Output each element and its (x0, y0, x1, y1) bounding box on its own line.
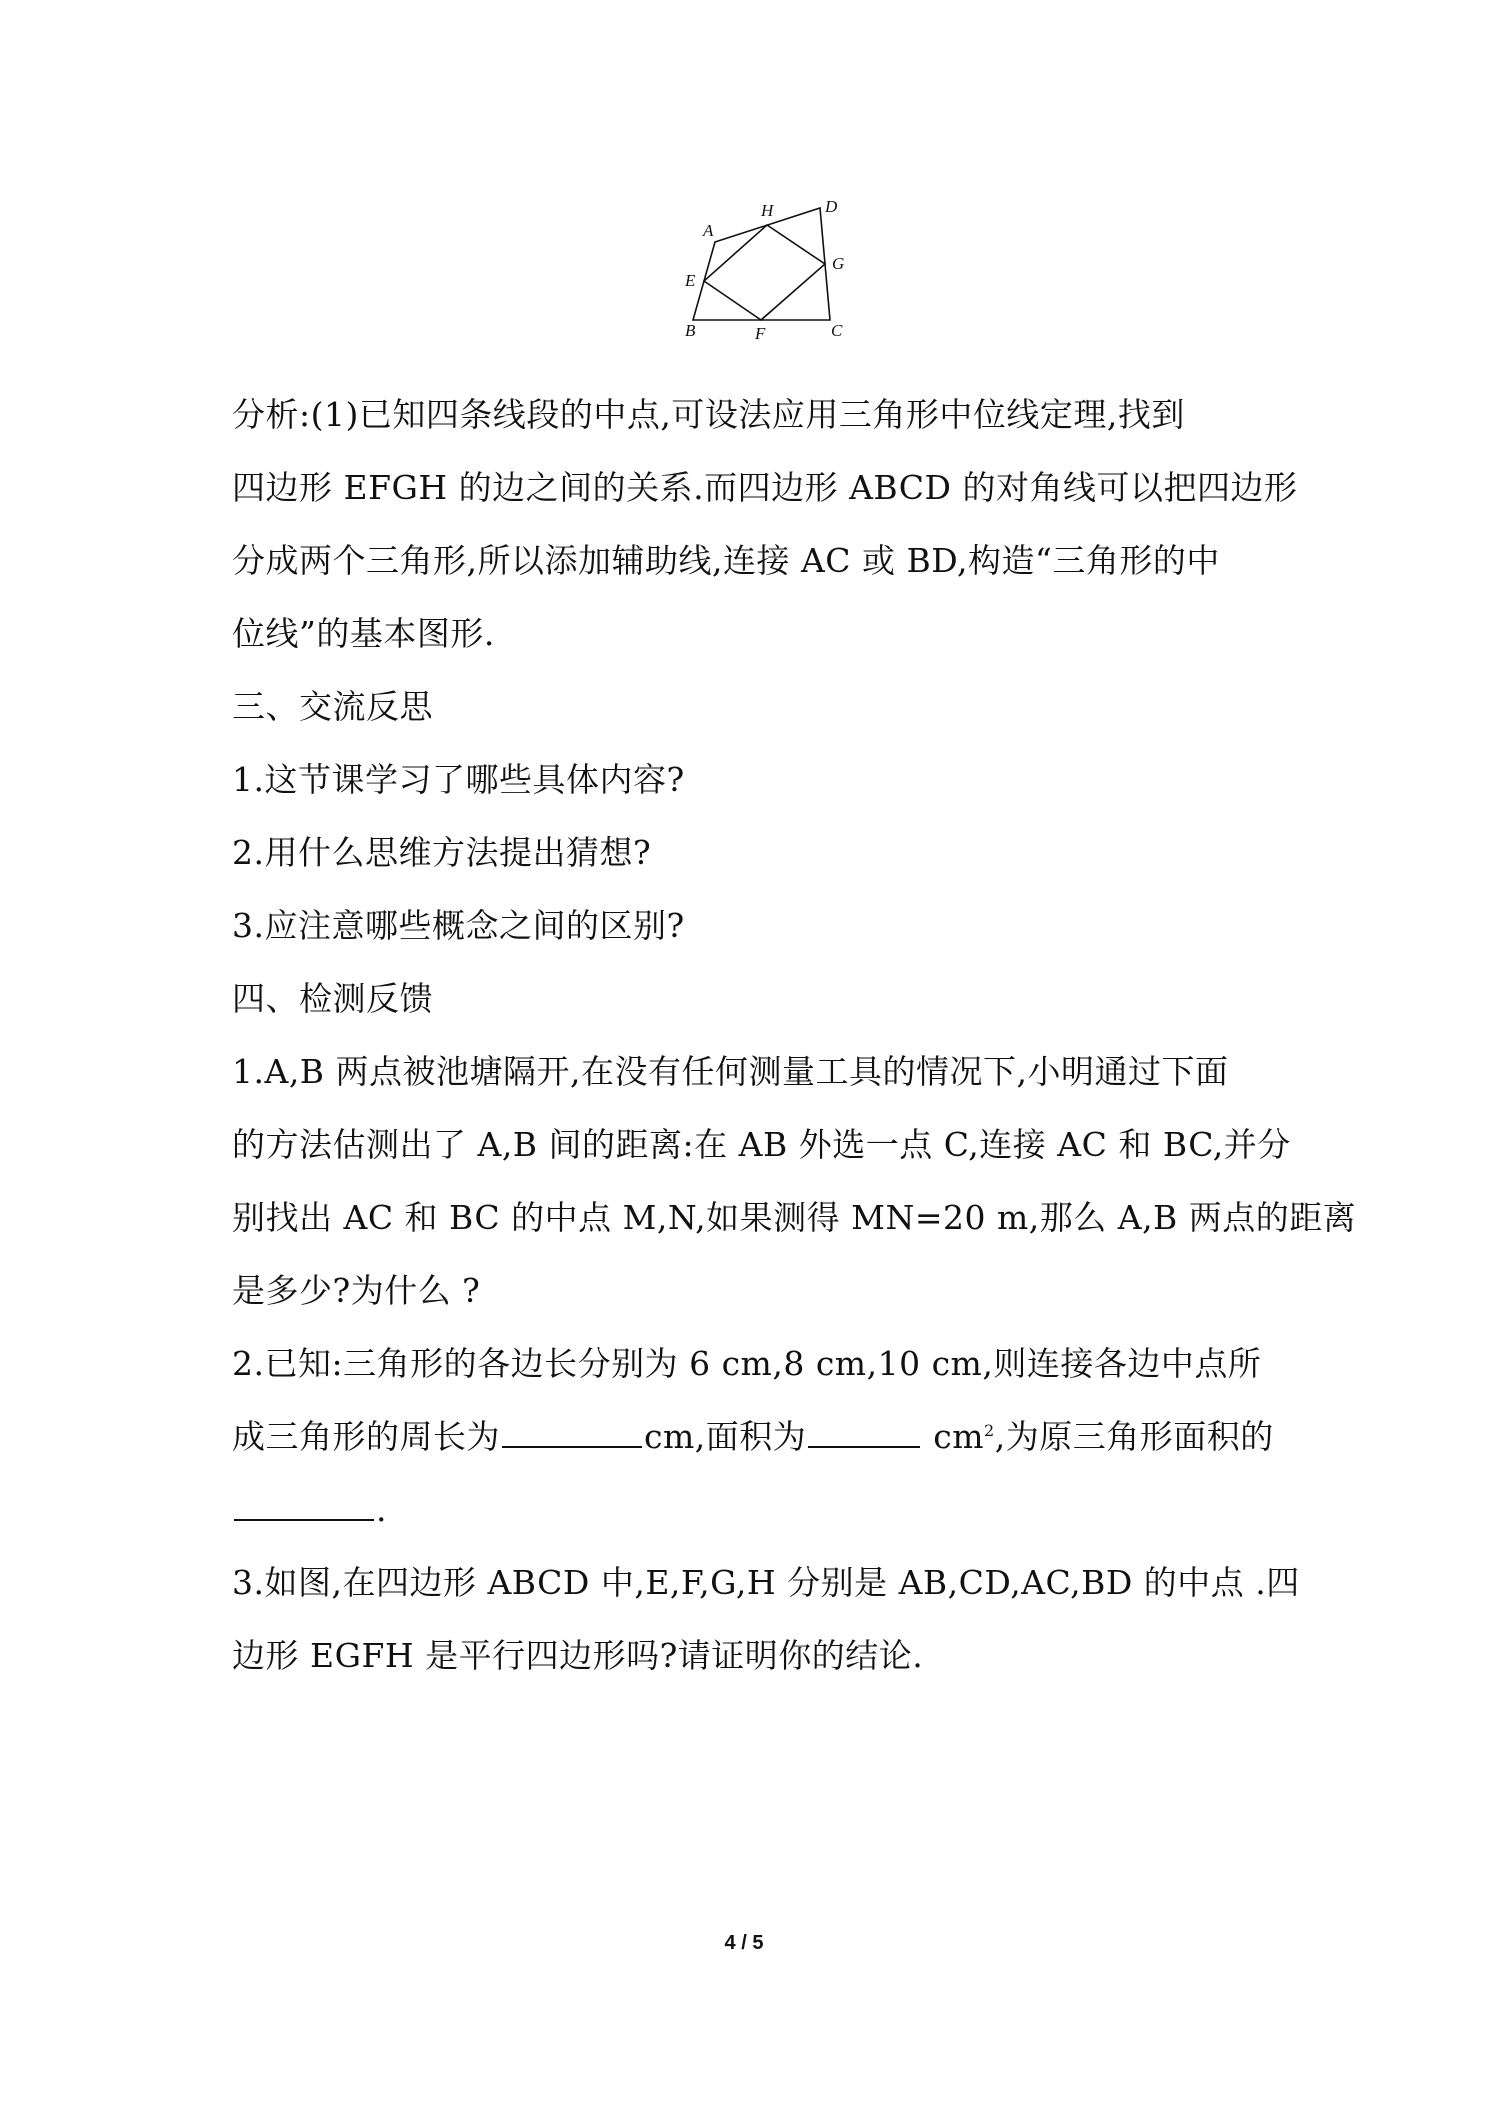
q2-end-period: . (376, 1490, 387, 1529)
text-line: 1.这节课学习了哪些具体内容? (232, 760, 685, 799)
text-line: 别找出 AC 和 BC 的中点 M,N,如果测得 MN=20 m,那么 A,B 两点的距离 (232, 1198, 1357, 1237)
text-line-q2-end (232, 1473, 1267, 1546)
section-heading: 四、检测反馈 (232, 979, 433, 1018)
document-body (232, 378, 1357, 1692)
text-line: 四边形 EFGH 的边之间的关系.而四边形 ABCD 的对角线可以把四边形 (232, 468, 1298, 507)
text-line: 的方法估测出了 A,B 间的距离:在 AB 外选一点 C,连接 AC 和 BC,并分 (232, 1125, 1291, 1164)
ratio-blank[interactable] (234, 1489, 374, 1521)
q2-text-part3: cm (922, 1417, 985, 1456)
section-heading: 三、交流反思 (232, 687, 433, 726)
text-line: 是多少?为什么 ? (232, 1271, 481, 1310)
text-line: 2.用什么思维方法提出猜想? (232, 833, 652, 872)
text-line: 3.如图,在四边形 ABCD 中,E,F,G,H 分别是 AB,CD,AC,BD 的中点 .四 (232, 1563, 1300, 1602)
text-line: 位线”的基本图形. (232, 614, 495, 653)
label-b: B (685, 321, 696, 340)
text-line: 分析:(1)已知四条线段的中点,可设法应用三角形中位线定理,找到 (232, 395, 1185, 434)
area-blank[interactable] (808, 1416, 920, 1448)
text-line: 分成两个三角形,所以添加辅助线,连接 AC 或 BD,构造“三角形的中 (232, 541, 1220, 580)
q2-text-part4: ,为原三角形面积的 (994, 1417, 1274, 1456)
label-h: H (761, 201, 774, 220)
text-line: 2.已知:三角形的各边长分别为 6 cm,8 cm,10 cm,则连接各边中点所 (232, 1344, 1262, 1383)
text-line: 边形 EGFH 是平行四边形吗?请证明你的结论. (232, 1636, 924, 1675)
quadrilateral-diagram (665, 196, 865, 346)
quadrilateral-abcd (693, 208, 830, 320)
perimeter-blank[interactable] (502, 1416, 642, 1448)
text-line-q2 (232, 1400, 1274, 1473)
text-line: 3.应注意哪些概念之间的区别? (232, 906, 685, 945)
area-unit-superscript: 2 (984, 1421, 995, 1440)
q2-text-part2: cm,面积为 (644, 1417, 807, 1456)
quadrilateral-figure (665, 196, 865, 346)
label-a: A (703, 221, 714, 240)
label-f: F (755, 324, 766, 343)
page-number: 4 / 5 (724, 1932, 764, 1954)
label-g: G (832, 254, 845, 273)
label-d: D (825, 197, 838, 216)
q2-text-part1: 成三角形的周长为 (232, 1417, 500, 1456)
label-e: E (685, 271, 696, 290)
text-line: 1.A,B 两点被池塘隔开,在没有任何测量工具的情况下,小明通过下面 (232, 1052, 1229, 1091)
label-c: C (831, 321, 843, 340)
